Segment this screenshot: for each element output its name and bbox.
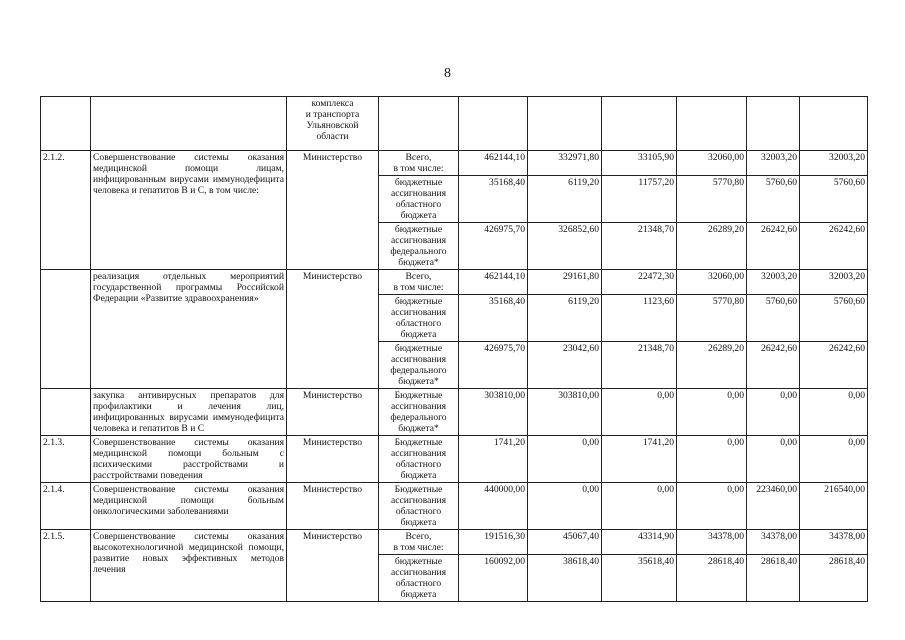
funding-source: бюджетные ассигнования областного бюджета xyxy=(379,295,459,342)
row-executor: Министерство xyxy=(287,530,379,602)
funding-source: бюджетные ассигнования областного бюджета xyxy=(379,176,459,223)
funding-source: бюджетные ассигнования областного бюджета xyxy=(379,555,459,602)
amount-cell: 34378,00 xyxy=(800,530,868,555)
amount-cell: 0,00 xyxy=(677,436,747,483)
amount-cell: 1123,60 xyxy=(602,295,677,342)
amount-cell: 33105,90 xyxy=(602,151,677,176)
amount-cell: 1741,20 xyxy=(602,436,677,483)
row-code: 2.1.5. xyxy=(41,530,91,602)
amount-cell: 0,00 xyxy=(528,436,602,483)
table-row xyxy=(41,270,868,295)
amount-cell: 0,00 xyxy=(602,389,677,436)
amount-cell: 191516,30 xyxy=(459,530,528,555)
amount-cell: 32060,00 xyxy=(677,270,747,295)
amount-cell: 32003,20 xyxy=(800,151,868,176)
amount-cell: 26242,60 xyxy=(747,223,800,270)
row-name: Совершенствование системы оказания высокотехнологичной медицинской помощи, развитие новых эффективных методов лечения xyxy=(91,530,287,602)
row-executor: Министерство xyxy=(287,483,379,530)
amount-cell: 38618,40 xyxy=(528,555,602,602)
amount-cell: 32060,00 xyxy=(677,151,747,176)
amount-cell: 34378,00 xyxy=(677,530,747,555)
amount-cell: 303810,00 xyxy=(459,389,528,436)
amount-cell: 462144,10 xyxy=(459,151,528,176)
row-executor: Министерство xyxy=(287,436,379,483)
funding-source: Бюджетные ассигнования областного бюджета xyxy=(379,436,459,483)
row-executor: Министерство xyxy=(287,389,379,436)
budget-table xyxy=(40,96,868,602)
amount-cell: 26289,20 xyxy=(677,342,747,389)
amount-cell: 0,00 xyxy=(677,483,747,530)
row-name: реализация отдельных мероприятий государственной программы Российской Федерации «Развитие здравоохранения» xyxy=(91,270,287,389)
row-name: закупка антивирусных препаратов для профилактики и лечения лиц, инфицированных вирусами иммунодефицита человека и гепатитов В и С xyxy=(91,389,287,436)
row-executor: Министерство xyxy=(287,270,379,389)
amount-cell: 0,00 xyxy=(602,483,677,530)
amount-cell: 303810,00 xyxy=(528,389,602,436)
funding-source: Всего, в том числе: xyxy=(379,151,459,176)
amount-cell: 28618,40 xyxy=(747,555,800,602)
amount-cell: 26242,60 xyxy=(747,342,800,389)
row-code: 2.1.3. xyxy=(41,436,91,483)
table-row xyxy=(41,483,868,530)
amount-cell: 32003,20 xyxy=(747,270,800,295)
row-code xyxy=(41,389,91,436)
amount-cell: 160092,00 xyxy=(459,555,528,602)
amount-cell: 28618,40 xyxy=(800,555,868,602)
amount-cell: 22472,30 xyxy=(602,270,677,295)
amount-cell: 223460,00 xyxy=(747,483,800,530)
amount-cell: 5760,60 xyxy=(747,295,800,342)
funding-source: бюджетные ассигнования федерального бюджета* xyxy=(379,342,459,389)
amount-cell: 43314,90 xyxy=(602,530,677,555)
amount-cell: 23042,60 xyxy=(528,342,602,389)
amount-cell: 440000,00 xyxy=(459,483,528,530)
amount-cell: 21348,70 xyxy=(602,342,677,389)
amount-cell: 462144,10 xyxy=(459,270,528,295)
amount-cell: 6119,20 xyxy=(528,295,602,342)
amount-cell: 34378,00 xyxy=(747,530,800,555)
table-row xyxy=(41,530,868,555)
row-executor: Министерство xyxy=(287,151,379,270)
row-name: Совершенствование системы оказания медицинской помощи больным онкологическими заболеваниями xyxy=(91,483,287,530)
table-header-continuation-row xyxy=(41,97,868,151)
amount-cell: 5760,60 xyxy=(747,176,800,223)
amount-cell: 0,00 xyxy=(800,389,868,436)
amount-cell: 5760,60 xyxy=(800,176,868,223)
amount-cell: 32003,20 xyxy=(800,270,868,295)
amount-cell: 426975,70 xyxy=(459,342,528,389)
funding-source: Бюджетные ассигнования федерального бюджета* xyxy=(379,389,459,436)
amount-cell: 0,00 xyxy=(747,436,800,483)
funding-source: бюджетные ассигнования федерального бюджета* xyxy=(379,223,459,270)
row-code: 2.1.4. xyxy=(41,483,91,530)
row-code: 2.1.2. xyxy=(41,151,91,270)
amount-cell: 326852,60 xyxy=(528,223,602,270)
amount-cell: 332971,80 xyxy=(528,151,602,176)
amount-cell: 35168,40 xyxy=(459,295,528,342)
row-name: Совершенствование системы оказания медицинской помощи больным с психическими расстройствами и расстройствами поведения xyxy=(91,436,287,483)
amount-cell: 32003,20 xyxy=(747,151,800,176)
row-name: Совершенствование системы оказания медицинской помощи лицам, инфицированным вирусами иммунодефицита человека и гепатитов В и С, в том числе: xyxy=(91,151,287,270)
amount-cell: 5770,80 xyxy=(677,295,747,342)
table-row xyxy=(41,151,868,176)
amount-cell: 26289,20 xyxy=(677,223,747,270)
amount-cell: 35618,40 xyxy=(602,555,677,602)
amount-cell: 6119,20 xyxy=(528,176,602,223)
amount-cell: 26242,60 xyxy=(800,223,868,270)
amount-cell: 0,00 xyxy=(747,389,800,436)
amount-cell: 5760,60 xyxy=(800,295,868,342)
amount-cell: 45067,40 xyxy=(528,530,602,555)
page-number: 8 xyxy=(444,66,451,81)
funding-source: Бюджетные ассигнования областного бюджета xyxy=(379,483,459,530)
amount-cell: 1741,20 xyxy=(459,436,528,483)
amount-cell: 0,00 xyxy=(677,389,747,436)
amount-cell: 35168,40 xyxy=(459,176,528,223)
amount-cell: 26242,60 xyxy=(800,342,868,389)
amount-cell: 426975,70 xyxy=(459,223,528,270)
amount-cell: 0,00 xyxy=(528,483,602,530)
amount-cell: 11757,20 xyxy=(602,176,677,223)
table-row xyxy=(41,389,868,436)
table-row xyxy=(41,436,868,483)
row-code xyxy=(41,270,91,389)
amount-cell: 21348,70 xyxy=(602,223,677,270)
executor-cell: комплекса и транспорта Ульяновской области xyxy=(287,97,379,151)
funding-source: Всего, в том числе: xyxy=(379,530,459,555)
amount-cell: 216540,00 xyxy=(800,483,868,530)
amount-cell: 5770,80 xyxy=(677,176,747,223)
funding-source: Всего, в том числе: xyxy=(379,270,459,295)
amount-cell: 28618,40 xyxy=(677,555,747,602)
amount-cell: 0,00 xyxy=(800,436,868,483)
amount-cell: 29161,80 xyxy=(528,270,602,295)
